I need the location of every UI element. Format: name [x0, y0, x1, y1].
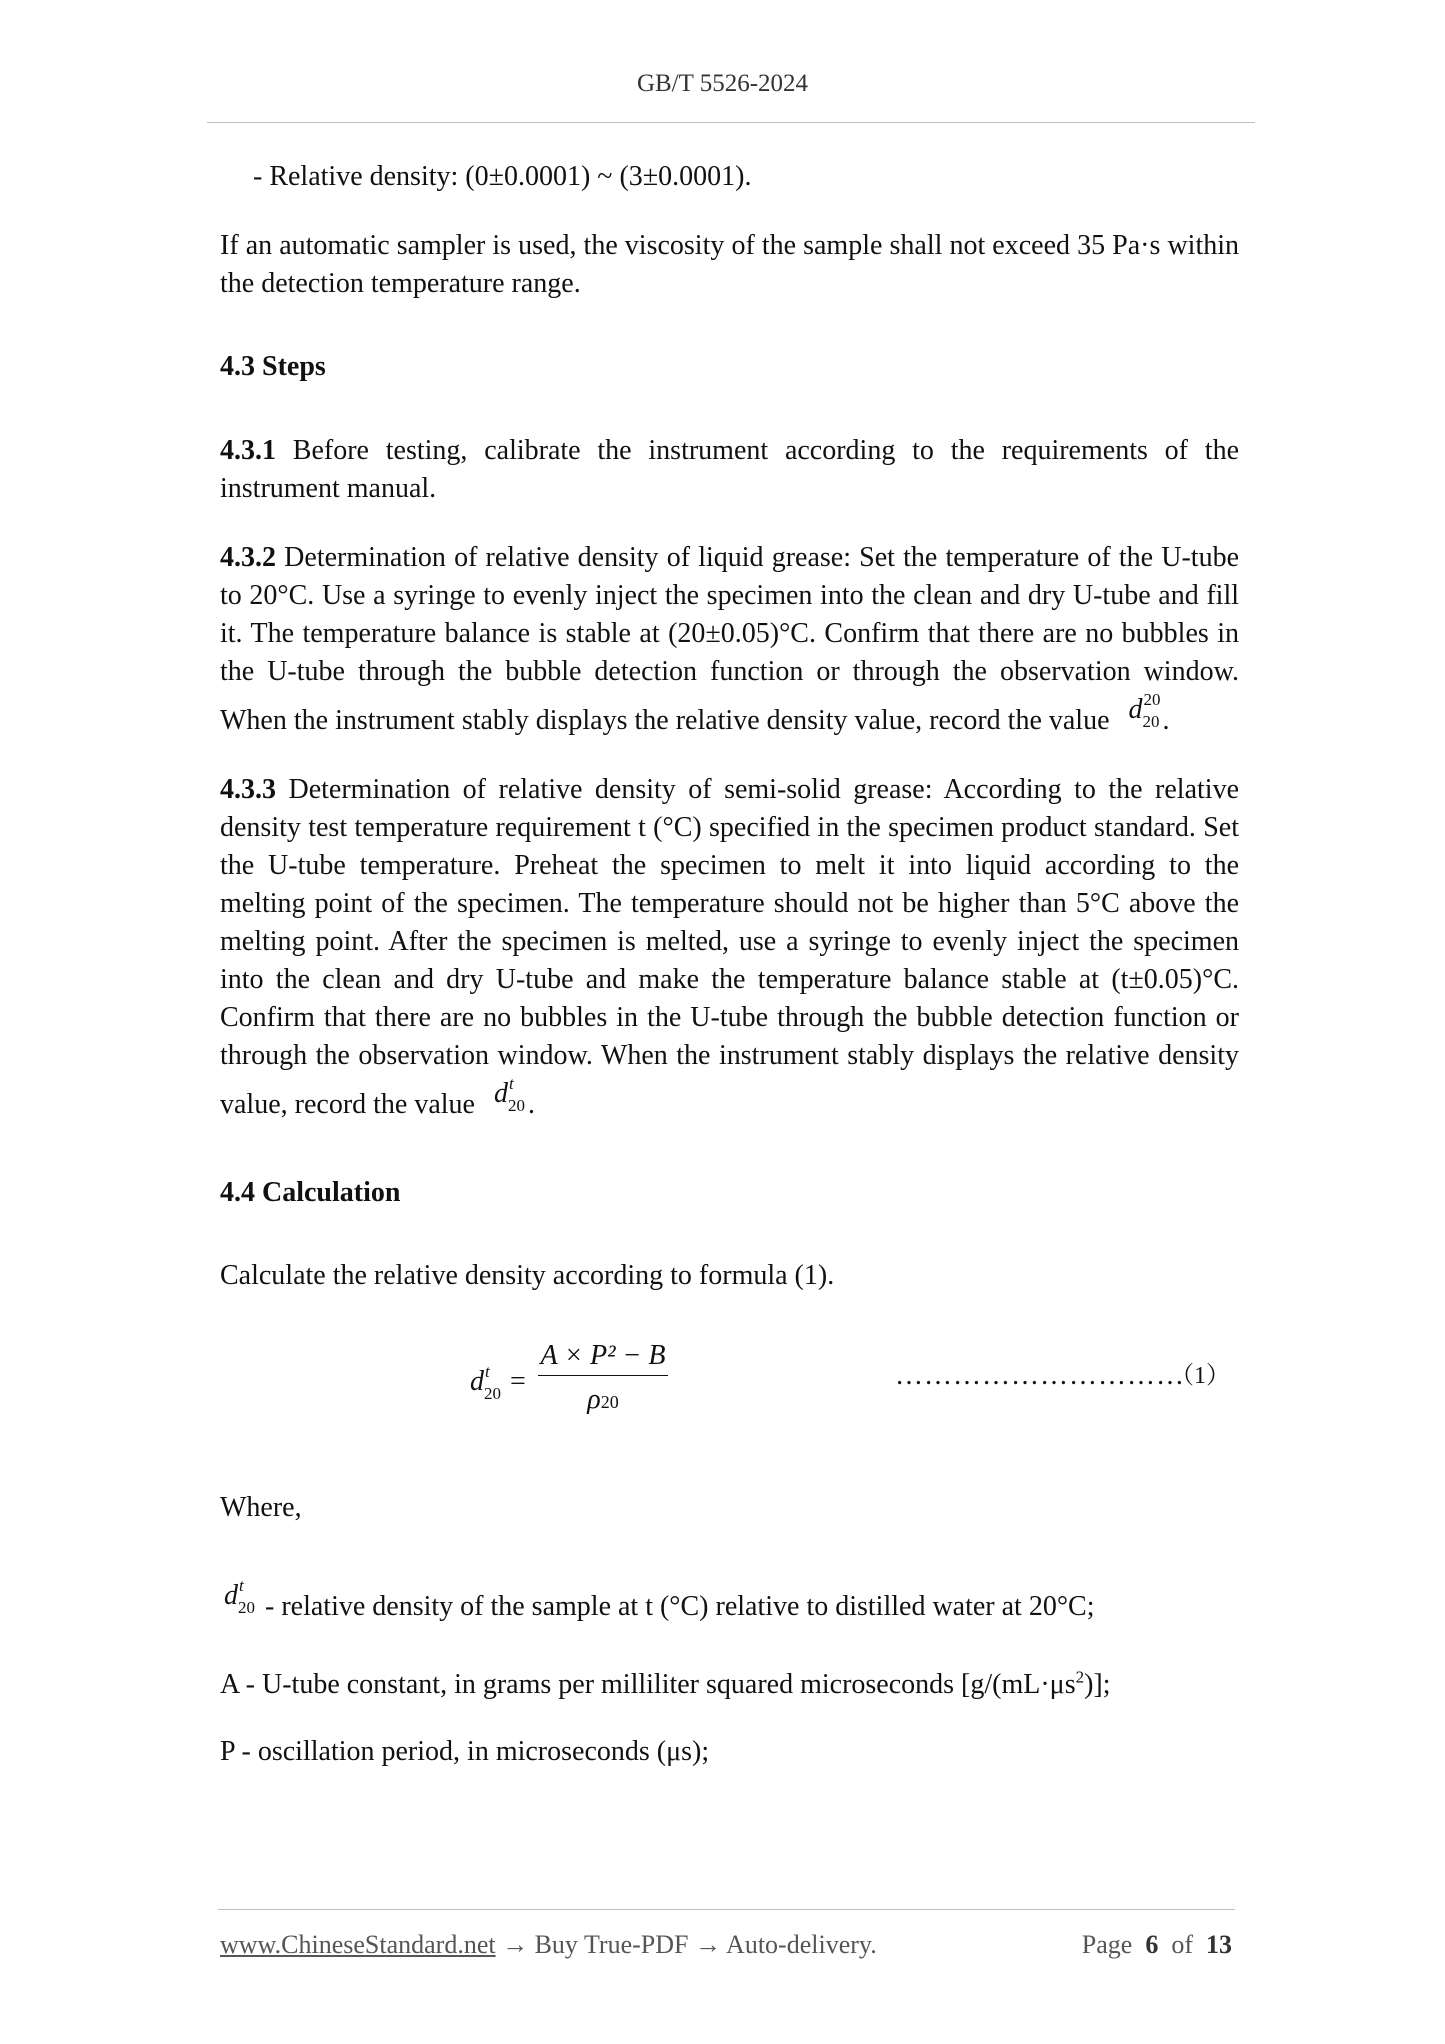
- formula-1: [220, 1337, 1239, 1437]
- clause-number: 4.3.2: [220, 542, 276, 573]
- formula-equals: =: [510, 1366, 526, 1397]
- formula-number: （1）: [1170, 1363, 1230, 1389]
- total-pages: 13: [1206, 1930, 1232, 1959]
- page-content: [220, 158, 1239, 1771]
- clause-4-3-2: 4.3.2 Determination of relative density of liquid grease: Set the temperature of the U-tube to 20°C. Use a syringe to evenly inject the specimen into the clean and dry U-tube and fill it. The temperature balance is stable at (20±0.05)°C. Confirm that there are no bubbles in the U-tube through the bubble detection function or through the observation window. When the instrument stably displays the relative density value, record the value d 20 20 .: [220, 542, 1239, 736]
- formula-leader-dots: …………………………: [895, 1360, 1185, 1391]
- clause-text: Determination of relative density of semi-solid grease: According to the relative density test temperature requirement t (°C) specified in the specimen product standard. Set the U-tube temperature. Preheat the specimen to melt it into liquid according to the melting point of the specimen. The temperature should not be higher than 5°C above the melting point. After the specimen is melted, use a syringe to evenly inject the specimen into the clean and dry U-tube and make the temperature balance stable at (t±0.05)°C. Confirm that there are no bubbles in the U-tube through the bubble detection function or through the observation window. When the instrument stably displays the relative density value, record the value: [220, 774, 1239, 1120]
- formula-numerator: A × P² − B: [540, 1340, 666, 1371]
- clause-4-3-1: [220, 432, 1239, 508]
- footer-rule: [218, 1909, 1235, 1910]
- symbol-d-t-20: d t 20: [224, 1576, 255, 1617]
- formula-denominator: ρ20: [587, 1384, 619, 1415]
- clause-text: Determination of relative density of liquid grease: Set the temperature of the U-tube to 20°C. Use a syringe to evenly inject the specimen into the clean and dry U-tube and fill it. The temperature balance is stable at (20±0.05)°C. Confirm that there are no bubbles in the U-tube through the bubble detection function or through the observation window. When the instrument stably displays the relative density value, record the value: [220, 542, 1239, 736]
- where-label: Where,: [220, 1492, 302, 1523]
- fraction-bar: [538, 1375, 668, 1376]
- definition-d: d t 20 - relative density of the sample at t (°C) relative to distilled water at 20°C;: [224, 1576, 1095, 1622]
- symbol-d-t-20: d t 20: [493, 1074, 525, 1115]
- bullet-range: - Relative density: (0±0.0001) ~ (3±0.0001).: [253, 161, 752, 192]
- clause-text: Before testing, calibrate the instrument according to the requirements of the instrument manual.: [220, 435, 1239, 504]
- page-footer: [220, 1930, 1232, 1960]
- formula-lhs: d t 20: [470, 1362, 501, 1403]
- clause-4-3-3: 4.3.3 Determination of relative density of semi-solid grease: According to the relative density test temperature requirement t (°C) specified in the specimen product standard. Set the U-tube temperature. Preheat the specimen to melt it into liquid according to the melting point of the specimen. The temperature should not be higher than 5°C above the melting point. After the specimen is melted, use a syringe to evenly inject the specimen into the clean and dry U-tube and make the temperature balance stable at (t±0.05)°C. Confirm that there are no bubbles in the U-tube through the bubble detection function or through the observation window. When the instrument stably displays the relative density value, record the value d t 20 .: [220, 774, 1239, 1120]
- header-rule: [207, 122, 1255, 123]
- symbol-d-20-20: d 20 20: [1128, 690, 1161, 731]
- current-page: 6: [1145, 1930, 1159, 1959]
- sampler-note: If an automatic sampler is used, the viscosity of the sample shall not exceed 35 Pa·s within the detection temperature range.: [220, 230, 1239, 299]
- page-indicator: Page 6 of 13: [1081, 1930, 1232, 1959]
- definition-p: P - oscillation period, in microseconds (μs);: [220, 1736, 710, 1767]
- calc-intro: Calculate the relative density according to formula (1).: [220, 1260, 835, 1291]
- section-4-3-heading: 4.3 Steps: [220, 351, 326, 382]
- running-header: GB/T 5526-2024: [636, 70, 809, 97]
- footer-promo: www.ChineseStandard.net → Buy True-PDF → Auto-delivery.: [220, 1930, 877, 1959]
- chinesestandard-link[interactable]: www.ChineseStandard.net: [220, 1930, 496, 1959]
- clause-number: 4.3.1: [220, 435, 276, 466]
- definition-a: A - U-tube constant, in grams per milliliter squared microseconds $[g/(mL\cdot\mu s^2)]$;: [220, 1667, 1111, 1700]
- section-4-4-heading: 4.4 Calculation: [220, 1177, 401, 1208]
- clause-number: 4.3.3: [220, 774, 276, 805]
